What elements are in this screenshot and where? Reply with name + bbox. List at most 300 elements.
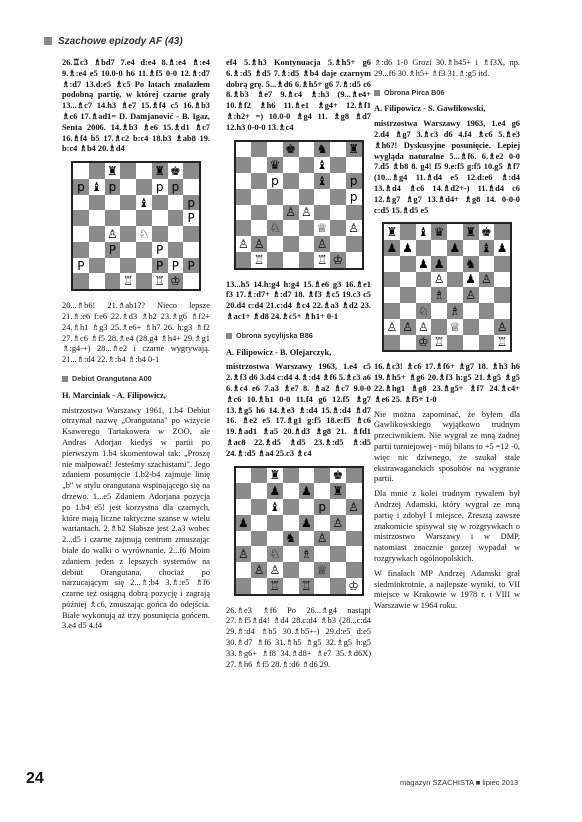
board-square bbox=[283, 142, 299, 158]
board-square bbox=[267, 157, 283, 173]
chess-piece: ♜ bbox=[386, 225, 398, 240]
board-square bbox=[479, 335, 495, 351]
board-square bbox=[168, 242, 184, 258]
chess-piece: ♞ bbox=[316, 142, 328, 157]
board-square bbox=[384, 303, 400, 319]
board-square bbox=[299, 205, 315, 221]
paragraph-gawlikowski: Nie można zapominać, że byłem dla Gawlikowskiego wyjątkowo trudnym przeciwnikiem. Nie wygrał ze mną żadnej partii turniejowej - mój bilans to +5 =12 -0, więc nic dziwnego, że szukał stale ekstrawaganckich sposobów na wygranie partii. bbox=[374, 409, 520, 484]
opening-label-b86: Obrona sycylijska B86 bbox=[226, 331, 371, 342]
board-square bbox=[314, 499, 330, 515]
board-square bbox=[168, 273, 184, 289]
board-square bbox=[136, 242, 152, 258]
board-square bbox=[120, 258, 136, 274]
board-square bbox=[267, 578, 283, 594]
board-square bbox=[105, 163, 121, 179]
board-square bbox=[314, 468, 330, 484]
board-square bbox=[346, 252, 362, 268]
chess-piece: ♕ bbox=[316, 221, 328, 236]
board-square bbox=[183, 273, 199, 289]
board-square bbox=[479, 224, 495, 240]
board-square bbox=[299, 252, 315, 268]
board-square bbox=[400, 287, 416, 303]
board-square bbox=[236, 252, 252, 268]
board-square bbox=[267, 205, 283, 221]
section-header bbox=[44, 36, 183, 47]
board-square bbox=[236, 546, 252, 562]
board-square bbox=[431, 303, 447, 319]
chess-piece: ♘ bbox=[138, 227, 150, 242]
board-square bbox=[447, 287, 463, 303]
board-square bbox=[152, 242, 168, 258]
board-square bbox=[346, 515, 362, 531]
board-square bbox=[89, 242, 105, 258]
board-square bbox=[120, 195, 136, 211]
opening-label-b06: Obrona Pirca B06 bbox=[374, 88, 520, 99]
board-square bbox=[314, 578, 330, 594]
board-square bbox=[73, 210, 89, 226]
chess-piece: ♟ bbox=[300, 484, 312, 499]
board-square bbox=[314, 236, 330, 252]
chess-piece: ♙ bbox=[237, 547, 249, 562]
board-square bbox=[152, 195, 168, 211]
board-square bbox=[299, 499, 315, 515]
paragraph-adamski: Dla mnie z kolei trudnym rywalem był Andrzej Adamski, który wygrał ze mną partię i zdobył I miejsce. Zresztą zawsze znakomicie spisywał się w rozgrywkach o mistrzostwo Warszawy i w DMP, natomiast znacznie gorzej wypadał w rozgrywkach ogólnopolskich. bbox=[374, 489, 520, 563]
board-square bbox=[236, 515, 252, 531]
board-square bbox=[346, 220, 362, 236]
board-square bbox=[267, 236, 283, 252]
board-square bbox=[251, 189, 267, 205]
board-square bbox=[236, 205, 252, 221]
board-square bbox=[236, 220, 252, 236]
board-square bbox=[89, 258, 105, 274]
chess-piece: ♝ bbox=[316, 158, 328, 173]
chess-piece: ♖ bbox=[496, 335, 508, 350]
game1-comment: 20...♗b6! 21.♗ab1?? Nieco lepsze 21.♗:e6 f:e6 22.♗d3 ♗b2 23.♗g6 ♗f2+ 24.♗h1 ♗g3 25.♗e6+ ♗h7 26. h:g3 ♗f2 27.♗c6 ♗f5 28.♗e4 (28.g4 ♗h4+ 29.♗g1 ♗:g4-+) 28...♗e2 i czarne wygrywają. 21...♗:d4 22.♗:b4 ♗:b4 0-1 bbox=[62, 301, 210, 365]
board-square bbox=[251, 236, 267, 252]
board-square bbox=[463, 224, 479, 240]
board-square bbox=[330, 515, 346, 531]
board-square bbox=[463, 335, 479, 351]
chess-piece: ♚ bbox=[480, 225, 492, 240]
board-square bbox=[236, 499, 252, 515]
label-square-icon bbox=[226, 333, 232, 339]
board-square bbox=[183, 258, 199, 274]
board-square bbox=[236, 468, 252, 484]
board-square bbox=[236, 142, 252, 158]
board-square bbox=[267, 499, 283, 515]
board-square bbox=[400, 319, 416, 335]
board-square bbox=[105, 242, 121, 258]
chess-piece: ♟ bbox=[402, 240, 413, 255]
chess-piece: ♚ bbox=[285, 142, 296, 157]
board-square bbox=[416, 335, 432, 351]
chess-piece: P bbox=[156, 242, 164, 257]
board-square bbox=[330, 173, 346, 189]
board-square bbox=[447, 256, 463, 272]
chess-piece: ♖ bbox=[122, 274, 134, 289]
board-square bbox=[330, 189, 346, 205]
board-square bbox=[479, 240, 495, 256]
board-square bbox=[251, 252, 267, 268]
chess-piece: p bbox=[171, 179, 180, 194]
chess-piece: ♙ bbox=[253, 562, 265, 577]
board-square bbox=[384, 256, 400, 272]
board-square bbox=[447, 335, 463, 351]
board-square bbox=[168, 195, 184, 211]
chess-piece: ♖ bbox=[300, 578, 312, 593]
chess-piece: p bbox=[77, 179, 85, 194]
chess-piece: P bbox=[108, 242, 116, 257]
board-square bbox=[384, 287, 400, 303]
board-square bbox=[89, 273, 105, 289]
board-square bbox=[120, 242, 136, 258]
game3-comment: 26.♗e3 ♗f6 Po 26...♗g4 nastąpi 27.♗f5♗d4! ♗d4 28.c:d4 ♗b3 (28...c:d4 29.♗:d4 ♗b5 30.♗b5+-) 29.d:e5 d:e5 30.♗d7 ♗f6 31.♗h5 ♗g5 32.♗g5 h:g5 33.♗g6+ ♗f8 34.♗d8+ ♗e7 35.♗d6X) 27.♗h6 ♗f5 28.♗:d6 ♗d6 29. bbox=[226, 605, 371, 669]
chess-board-2 bbox=[234, 140, 364, 270]
chess-piece: ♟ bbox=[300, 515, 312, 530]
board-square bbox=[267, 189, 283, 205]
board-square bbox=[152, 163, 168, 179]
chess-piece: ♙ bbox=[465, 288, 476, 303]
board-square bbox=[168, 163, 184, 179]
board-square bbox=[299, 531, 315, 547]
board-square bbox=[251, 483, 267, 499]
board-square bbox=[463, 303, 479, 319]
board-square bbox=[105, 195, 121, 211]
board-square bbox=[120, 163, 136, 179]
board-square bbox=[183, 226, 199, 242]
page-number: 24 bbox=[26, 770, 44, 787]
board-square bbox=[136, 273, 152, 289]
board-square bbox=[283, 236, 299, 252]
board-square bbox=[330, 157, 346, 173]
board-square bbox=[73, 242, 89, 258]
board-square bbox=[89, 210, 105, 226]
board-square bbox=[299, 157, 315, 173]
board-square bbox=[236, 236, 252, 252]
chess-piece: ♜ bbox=[332, 484, 344, 499]
chess-piece: ♜ bbox=[269, 468, 281, 483]
chess-piece: ♜ bbox=[106, 164, 118, 179]
board-square bbox=[283, 562, 299, 578]
board-square bbox=[330, 220, 346, 236]
chess-piece: P bbox=[187, 211, 195, 226]
board-square bbox=[431, 224, 447, 240]
board-square bbox=[73, 226, 89, 242]
chess-piece: ♗ bbox=[433, 288, 445, 303]
chess-piece: ♙ bbox=[106, 227, 118, 242]
chess-piece: ♜ bbox=[154, 164, 165, 179]
board-square bbox=[346, 562, 362, 578]
board-square bbox=[463, 240, 479, 256]
board-square bbox=[330, 252, 346, 268]
board-square bbox=[251, 468, 267, 484]
board-square bbox=[299, 468, 315, 484]
board-square bbox=[314, 531, 330, 547]
chess-piece: ♘ bbox=[417, 303, 429, 318]
chess-piece: p bbox=[187, 195, 195, 210]
board-square bbox=[236, 578, 252, 594]
board-square bbox=[73, 195, 89, 211]
board-square bbox=[431, 272, 447, 288]
board-square bbox=[346, 546, 362, 562]
board-square bbox=[152, 273, 168, 289]
board-square bbox=[105, 210, 121, 226]
chess-piece: ♙ bbox=[269, 562, 281, 577]
board-square bbox=[447, 319, 463, 335]
board-square bbox=[168, 258, 184, 274]
chess-piece: ♟ bbox=[449, 240, 461, 255]
board-square bbox=[251, 157, 267, 173]
board-square bbox=[283, 578, 299, 594]
opening-label-a00: Debiut Orangutana A00 bbox=[62, 374, 210, 385]
board-square bbox=[299, 142, 315, 158]
board-square bbox=[120, 226, 136, 242]
board-square bbox=[431, 319, 447, 335]
board-square bbox=[283, 531, 299, 547]
board-square bbox=[314, 205, 330, 221]
chess-piece: ♛ bbox=[433, 225, 445, 240]
chess-piece: ♝ bbox=[269, 499, 281, 514]
chess-piece: ♝ bbox=[316, 173, 328, 188]
chess-piece: ♖ bbox=[316, 252, 328, 267]
chess-piece: ♘ bbox=[269, 221, 281, 236]
chess-piece: ♟ bbox=[269, 484, 281, 499]
chess-piece: ♟ bbox=[417, 256, 429, 271]
board-square bbox=[283, 252, 299, 268]
board-square bbox=[431, 287, 447, 303]
board-square bbox=[120, 179, 136, 195]
board-square bbox=[346, 531, 362, 547]
board-square bbox=[120, 210, 136, 226]
board-square bbox=[384, 224, 400, 240]
chess-piece: ♙ bbox=[237, 236, 249, 251]
chess-board-1 bbox=[71, 161, 201, 291]
board-square bbox=[314, 157, 330, 173]
chess-piece: ♕ bbox=[316, 562, 328, 577]
board-square bbox=[416, 287, 432, 303]
board-square bbox=[463, 319, 479, 335]
chess-piece: P bbox=[77, 258, 85, 273]
board-square bbox=[267, 546, 283, 562]
chess-piece: ♜ bbox=[348, 142, 359, 157]
board-square bbox=[299, 220, 315, 236]
board-square bbox=[183, 179, 199, 195]
chess-piece: ♝ bbox=[480, 240, 492, 255]
board-square bbox=[494, 272, 510, 288]
board-square bbox=[136, 210, 152, 226]
board-square bbox=[447, 272, 463, 288]
board-square bbox=[479, 319, 495, 335]
chess-piece: ♙ bbox=[285, 205, 296, 220]
board-square bbox=[251, 562, 267, 578]
board-square bbox=[251, 220, 267, 236]
board-square bbox=[346, 499, 362, 515]
board-square bbox=[299, 173, 315, 189]
chess-piece: ♙ bbox=[253, 236, 265, 251]
chess-piece: ♔ bbox=[417, 335, 429, 350]
paragraph-finals: W finałach MP Andrzej Adamski grał siedmiokrotnie, a najlepsze wyniki, to VII miejsce w Krakowie w 1978 r. i VIII w Warszawie w 1964 roku. bbox=[374, 568, 520, 611]
board-square bbox=[416, 303, 432, 319]
board-square bbox=[299, 515, 315, 531]
board-square bbox=[283, 546, 299, 562]
board-square bbox=[346, 205, 362, 221]
board-square bbox=[251, 499, 267, 515]
board-square bbox=[431, 240, 447, 256]
board-square bbox=[283, 515, 299, 531]
board-square bbox=[89, 179, 105, 195]
board-square bbox=[299, 546, 315, 562]
chess-piece: ♟ bbox=[386, 240, 398, 255]
chess-piece: ♙ bbox=[480, 272, 492, 287]
board-square bbox=[299, 562, 315, 578]
board-square bbox=[120, 273, 136, 289]
board-square bbox=[267, 252, 283, 268]
game2-text: mistrzostwa Warszawy 1961, 1.b4 Debiut otrzymał nazwę „Orangutana" po wizycie Ksawerego Tartakowera w ZOO, ale Andras Adorjan kiedyś w partii po pierwszym 1.b4 skomentował tak: „Proszę nie małpować! Jesteśmy szachistami". Jego zdaniem posunięcie 1.b2-b4 zajmuje linię „b" w stylu orangutana wspinającego się na drzewo. 1...e5 Zdaniem Adorjana pozycja po 1.b4 e5! jest korzystna dla czarnych, które mają liczne taktyczne szanse w wielu wariantach. 2.♗b2 Słabsze jest 2.a3 wobec 2...d5 i czarne zajmują centrum zmuszając białe do walki o wyrównanie. 2...f6 Moim zdaniem jeden z lepszych systemów na debiut Orangutana, chociaż po narzucającym się 2...♗:b4 3.♗:e5 ♗f6 czarne też osiągną dobrą pozycję i zagrają później ♗c6, zmuszając gońca do odejścia. Białe wykonują aż trzy posunięcia gońcem. 3.e4 d5 4.f4 bbox=[62, 405, 210, 631]
board-square bbox=[267, 531, 283, 547]
chess-piece: p bbox=[318, 499, 326, 514]
board-square bbox=[152, 210, 168, 226]
board-square bbox=[384, 240, 400, 256]
chess-piece: ♖ bbox=[269, 578, 281, 593]
board-square bbox=[183, 210, 199, 226]
footer-magazine: magazyn SZACHISTA ■ lipiec 2013 bbox=[400, 778, 519, 787]
game1-moves: 26.♖c3 ♗bd7 7.e4 d:e4 8.♗:e4 ♗:e4 9.♗:e4 e5 10.0-0 h6 11.♗f5 0-0 12.♗:d7 ♗:d7 13.d:e5 ♗c5 Po latach znalazłem podobną partię, w której czarne grały 13...♗c7 14.h3 ♗e7 15.♗f4 c5 16.♗b3 ♗c6 17.♗ad1= D. Damjanović - B. Igaz, Senta 2006. 14.♗b3 ♗e6 15.♗d1 ♗c7 16.♗f4 b5 17.♗c2 b:c4 18.b3 ♗ab8 19. b:c4 ♗b4 20.♗d4 bbox=[62, 58, 210, 154]
board-square bbox=[494, 224, 510, 240]
board-square bbox=[283, 189, 299, 205]
board-square bbox=[314, 515, 330, 531]
board-square bbox=[251, 515, 267, 531]
board-square bbox=[463, 287, 479, 303]
board-square bbox=[283, 220, 299, 236]
chess-piece: ♙ bbox=[300, 205, 312, 220]
chess-board-3 bbox=[234, 466, 364, 596]
board-square bbox=[416, 224, 432, 240]
board-square bbox=[494, 303, 510, 319]
board-square bbox=[73, 258, 89, 274]
chess-piece: ♝ bbox=[417, 225, 429, 240]
board-square bbox=[416, 256, 432, 272]
chess-piece: ♞ bbox=[465, 256, 476, 271]
header-title: Szachowe epizody AF (43) bbox=[58, 36, 183, 47]
chess-piece: ♖ bbox=[253, 252, 265, 267]
board-square bbox=[283, 157, 299, 173]
board-square bbox=[400, 256, 416, 272]
board-square bbox=[73, 179, 89, 195]
chess-piece: ♟ bbox=[237, 515, 249, 530]
chess-board-4 bbox=[382, 222, 512, 352]
board-square bbox=[89, 195, 105, 211]
game4-final-moves: 16.♗c3! ♗c6 17.♗f6+ ♗g7 18. ♗h3 h6 19.♗h5+ ♗g6 20.♗f3 h:g5 21.♗g5 ♗g5 22.♗hg1 ♗g8 23.♗g5+ ♗f7 24.♗c4+ ♗e6 25. ♗f5+ 1-0 bbox=[374, 362, 520, 404]
board-square bbox=[346, 578, 362, 594]
board-square bbox=[400, 240, 416, 256]
chess-piece: P bbox=[156, 258, 164, 273]
board-square bbox=[299, 189, 315, 205]
board-square bbox=[400, 224, 416, 240]
board-square bbox=[283, 499, 299, 515]
chess-piece: ♜ bbox=[465, 225, 476, 240]
chess-piece: ♙ bbox=[402, 319, 413, 334]
chess-piece: ♟ bbox=[496, 240, 508, 255]
board-square bbox=[447, 224, 463, 240]
board-square bbox=[105, 179, 121, 195]
board-square bbox=[236, 189, 252, 205]
board-square bbox=[479, 272, 495, 288]
board-square bbox=[416, 240, 432, 256]
board-square bbox=[494, 256, 510, 272]
board-square bbox=[384, 272, 400, 288]
chess-piece: ♙ bbox=[316, 531, 328, 546]
board-square bbox=[330, 483, 346, 499]
board-square bbox=[183, 163, 199, 179]
board-square bbox=[330, 562, 346, 578]
board-square bbox=[314, 483, 330, 499]
board-square bbox=[330, 468, 346, 484]
chess-piece: P bbox=[171, 258, 179, 273]
board-square bbox=[251, 205, 267, 221]
board-square bbox=[105, 273, 121, 289]
board-square bbox=[314, 252, 330, 268]
chess-piece: ♙ bbox=[433, 272, 445, 287]
board-square bbox=[136, 226, 152, 242]
board-square bbox=[73, 163, 89, 179]
board-square bbox=[494, 319, 510, 335]
game2-final-moves: 13...h5 14.h:g4 h:g4 15.♗e6 g3 16.♗e1 f3 17.♗:d7+ ♗:d7 18. ♗f3 ♗c5 19.c3 c5 20.d4 c:d4 21.c:d4 ♗c4 22.♗a3 ♗d2 23. ♗ac1+ ♗d8 24.♗c5+ ♗h1+ 0-1 bbox=[226, 279, 371, 321]
chess-piece: ♞ bbox=[285, 531, 296, 546]
column-2 bbox=[226, 58, 371, 674]
board-square bbox=[136, 163, 152, 179]
board-square bbox=[400, 272, 416, 288]
board-square bbox=[346, 157, 362, 173]
chess-piece: ♚ bbox=[332, 468, 344, 483]
column-3 bbox=[374, 58, 520, 616]
board-square bbox=[384, 335, 400, 351]
chess-piece: ♔ bbox=[169, 274, 181, 289]
chess-piece: ♗ bbox=[300, 547, 312, 562]
board-square bbox=[314, 220, 330, 236]
board-square bbox=[168, 179, 184, 195]
board-square bbox=[105, 226, 121, 242]
board-square bbox=[447, 303, 463, 319]
board-square bbox=[283, 468, 299, 484]
board-square bbox=[416, 319, 432, 335]
board-square bbox=[384, 319, 400, 335]
board-square bbox=[89, 163, 105, 179]
game4-moves: mistrzostwa Warszawy 1963, 1.e4 g6 2.d4 ♗g7 3.♗c3 d6 4.f4 ♗c6 5.♗e3 ♗h6?! Dyskusyjne posunięcie. Lepiej wygląda naturalne 5...♗f6. 6.♗e2 0-0 7.d5 ♗b8 8. g4! f5 9.e:f5 g:f5 10.g5 ♗f7 (10...♗g4 11.♗d4 e5 12.d:e6 ♗:d4 13.♗d4 ♗c6 14.♗d2+-) 11.♗d4 c6 12.♗g7 ♗g7 13.♗d4+ ♗g8 14. 0-0-0 c:d5 15.♗d5 e5 bbox=[374, 119, 520, 215]
board-square bbox=[479, 256, 495, 272]
board-square bbox=[183, 195, 199, 211]
board-square bbox=[236, 562, 252, 578]
chess-piece: ♙ bbox=[348, 221, 359, 236]
chess-piece: ♝ bbox=[138, 195, 150, 210]
board-square bbox=[251, 142, 267, 158]
board-square bbox=[330, 578, 346, 594]
board-square bbox=[314, 173, 330, 189]
board-square bbox=[346, 468, 362, 484]
chess-piece: ♙ bbox=[496, 319, 508, 334]
board-square bbox=[400, 335, 416, 351]
chess-piece: ♙ bbox=[386, 319, 398, 334]
chess-piece: ♔ bbox=[332, 252, 344, 267]
board-square bbox=[346, 483, 362, 499]
board-square bbox=[267, 515, 283, 531]
board-square bbox=[236, 173, 252, 189]
board-square bbox=[183, 242, 199, 258]
board-square bbox=[267, 483, 283, 499]
board-square bbox=[330, 499, 346, 515]
board-square bbox=[283, 205, 299, 221]
chess-piece: p bbox=[271, 173, 279, 188]
board-square bbox=[251, 173, 267, 189]
